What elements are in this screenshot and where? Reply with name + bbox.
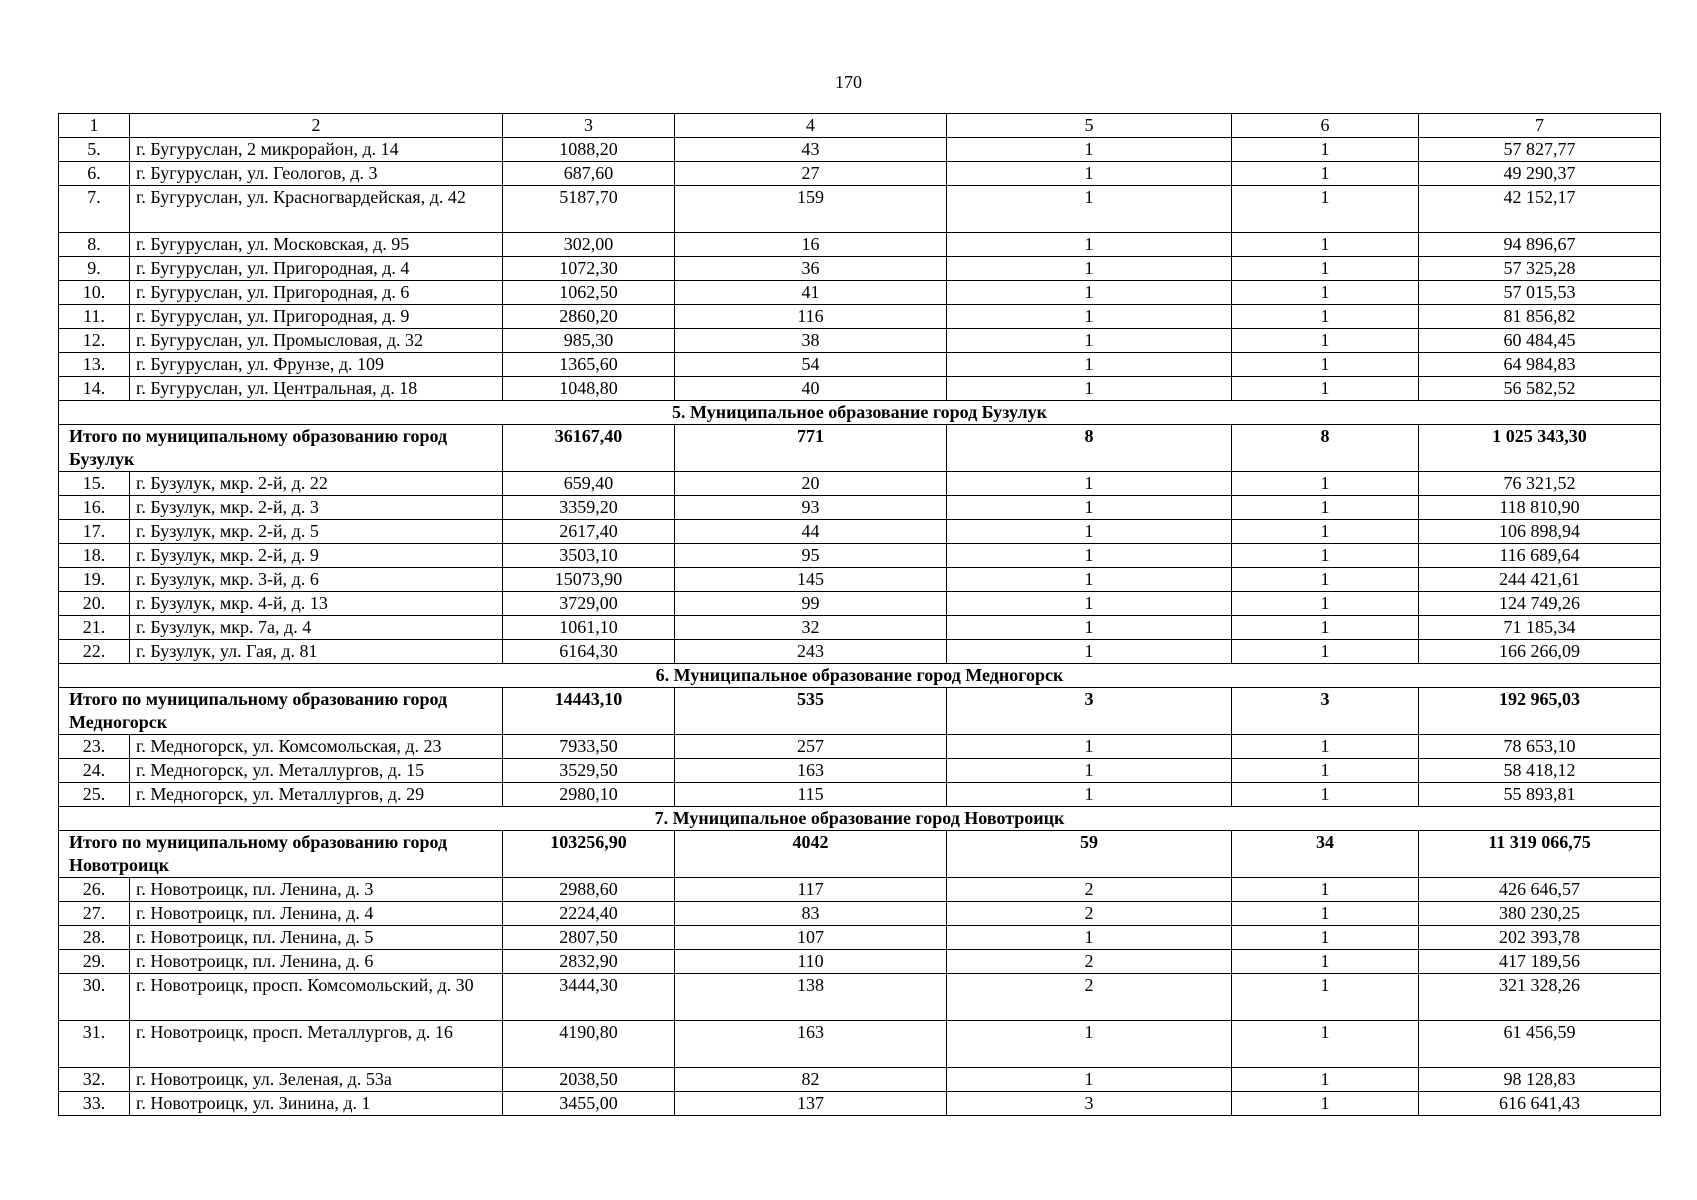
address-cell: г. Бузулук, мкр. 2-й, д. 9: [130, 544, 503, 568]
count-6-cell: 1: [1232, 592, 1419, 616]
total-count-5: 3: [947, 688, 1232, 735]
row-number-cell: 21.: [59, 616, 130, 640]
table-row: [59, 544, 1661, 568]
area-cell: 2860,20: [503, 305, 675, 329]
count-5-cell: 2: [947, 974, 1232, 1021]
residents-cell: 93: [675, 496, 947, 520]
amount-cell: 71 185,34: [1419, 616, 1661, 640]
count-6-cell: 1: [1232, 1068, 1419, 1092]
amount-cell: 56 582,52: [1419, 377, 1661, 401]
table-row: [59, 950, 1661, 974]
data-table: [58, 113, 1661, 1116]
residents-cell: 27: [675, 162, 947, 186]
count-5-cell: 1: [947, 305, 1232, 329]
total-label: Итого по муниципальному образованию город Бузулук: [59, 425, 503, 472]
residents-cell: 99: [675, 592, 947, 616]
amount-cell: 57 015,53: [1419, 281, 1661, 305]
residents-cell: 20: [675, 472, 947, 496]
table-row: [59, 472, 1661, 496]
amount-cell: 417 189,56: [1419, 950, 1661, 974]
address-cell: г. Бузулук, мкр. 2-й, д. 3: [130, 496, 503, 520]
count-6-cell: 1: [1232, 257, 1419, 281]
count-6-cell: 1: [1232, 878, 1419, 902]
residents-cell: 44: [675, 520, 947, 544]
count-6-cell: 1: [1232, 472, 1419, 496]
amount-cell: 124 749,26: [1419, 592, 1661, 616]
table-row: [59, 233, 1661, 257]
count-5-cell: 1: [947, 544, 1232, 568]
amount-cell: 57 827,77: [1419, 138, 1661, 162]
area-cell: 1048,80: [503, 377, 675, 401]
address-cell: г. Новотроицк, пл. Ленина, д. 5: [130, 926, 503, 950]
address-cell: г. Медногорск, ул. Металлургов, д. 15: [130, 759, 503, 783]
address-cell: г. Бугуруслан, ул. Пригородная, д. 4: [130, 257, 503, 281]
address-cell: г. Бугуруслан, ул. Московская, д. 95: [130, 233, 503, 257]
amount-cell: 57 325,28: [1419, 257, 1661, 281]
count-6-cell: 1: [1232, 520, 1419, 544]
address-cell: г. Бузулук, мкр. 2-й, д. 5: [130, 520, 503, 544]
header-cell: 6: [1232, 114, 1419, 138]
row-number-cell: 8.: [59, 233, 130, 257]
header-cell: 1: [59, 114, 130, 138]
row-number-cell: 25.: [59, 783, 130, 807]
count-6-cell: 1: [1232, 353, 1419, 377]
address-cell: г. Бузулук, мкр. 7а, д. 4: [130, 616, 503, 640]
address-cell: г. Бугуруслан, ул. Промысловая, д. 32: [130, 329, 503, 353]
count-5-cell: 1: [947, 472, 1232, 496]
table-row: [59, 377, 1661, 401]
table-row: [59, 783, 1661, 807]
total-count-6: 8: [1232, 425, 1419, 472]
amount-cell: 55 893,81: [1419, 783, 1661, 807]
residents-cell: 83: [675, 902, 947, 926]
area-cell: 1365,60: [503, 353, 675, 377]
total-label: Итого по муниципальному образованию город Медногорск: [59, 688, 503, 735]
address-cell: г. Бугуруслан, ул. Центральная, д. 18: [130, 377, 503, 401]
count-6-cell: 1: [1232, 759, 1419, 783]
count-6-cell: 1: [1232, 162, 1419, 186]
table-row: [59, 1068, 1661, 1092]
area-cell: 1088,20: [503, 138, 675, 162]
amount-cell: 321 328,26: [1419, 974, 1661, 1021]
row-number-cell: 30.: [59, 974, 130, 1021]
count-5-cell: 3: [947, 1092, 1232, 1116]
count-5-cell: 2: [947, 950, 1232, 974]
count-5-cell: 1: [947, 568, 1232, 592]
count-5-cell: 1: [947, 520, 1232, 544]
residents-cell: 138: [675, 974, 947, 1021]
row-number-cell: 24.: [59, 759, 130, 783]
row-number-cell: 28.: [59, 926, 130, 950]
residents-cell: 257: [675, 735, 947, 759]
amount-cell: 380 230,25: [1419, 902, 1661, 926]
address-cell: г. Новотроицк, пл. Ленина, д. 6: [130, 950, 503, 974]
header-cell: 5: [947, 114, 1232, 138]
table-row: [59, 353, 1661, 377]
count-5-cell: 1: [947, 759, 1232, 783]
row-number-cell: 29.: [59, 950, 130, 974]
amount-cell: 58 418,12: [1419, 759, 1661, 783]
table-row: [59, 640, 1661, 664]
row-number-cell: 31.: [59, 1021, 130, 1068]
amount-cell: 116 689,64: [1419, 544, 1661, 568]
count-5-cell: 1: [947, 257, 1232, 281]
count-5-cell: 1: [947, 1068, 1232, 1092]
count-5-cell: 1: [947, 353, 1232, 377]
header-row: [59, 114, 1661, 138]
count-5-cell: 2: [947, 902, 1232, 926]
amount-cell: 64 984,83: [1419, 353, 1661, 377]
row-number-cell: 11.: [59, 305, 130, 329]
count-6-cell: 1: [1232, 950, 1419, 974]
address-cell: г. Бугуруслан, ул. Фрунзе, д. 109: [130, 353, 503, 377]
residents-cell: 163: [675, 1021, 947, 1068]
section-header-row: [59, 807, 1661, 831]
section-title: 5. Муниципальное образование город Бузулук: [59, 401, 1661, 425]
row-number-cell: 20.: [59, 592, 130, 616]
area-cell: 2038,50: [503, 1068, 675, 1092]
table-row: [59, 138, 1661, 162]
area-cell: 985,30: [503, 329, 675, 353]
table-body: [59, 114, 1661, 1116]
table-row: [59, 1021, 1661, 1068]
count-6-cell: 1: [1232, 926, 1419, 950]
residents-cell: 243: [675, 640, 947, 664]
table-row: [59, 520, 1661, 544]
count-5-cell: 1: [947, 735, 1232, 759]
total-count-6: 3: [1232, 688, 1419, 735]
residents-cell: 16: [675, 233, 947, 257]
area-cell: 2988,60: [503, 878, 675, 902]
table-row: [59, 902, 1661, 926]
row-number-cell: 16.: [59, 496, 130, 520]
address-cell: г. Новотроицк, пл. Ленина, д. 4: [130, 902, 503, 926]
residents-cell: 110: [675, 950, 947, 974]
total-area: 14443,10: [503, 688, 675, 735]
amount-cell: 616 641,43: [1419, 1092, 1661, 1116]
table-row: [59, 257, 1661, 281]
area-cell: 1062,50: [503, 281, 675, 305]
area-cell: 7933,50: [503, 735, 675, 759]
count-5-cell: 2: [947, 878, 1232, 902]
address-cell: г. Медногорск, ул. Комсомольская, д. 23: [130, 735, 503, 759]
amount-cell: 81 856,82: [1419, 305, 1661, 329]
total-count-5: 59: [947, 831, 1232, 878]
table-row: [59, 568, 1661, 592]
address-cell: г. Бузулук, мкр. 4-й, д. 13: [130, 592, 503, 616]
total-amount: 11 319 066,75: [1419, 831, 1661, 878]
row-number-cell: 22.: [59, 640, 130, 664]
count-5-cell: 1: [947, 496, 1232, 520]
count-5-cell: 1: [947, 377, 1232, 401]
count-6-cell: 1: [1232, 1092, 1419, 1116]
total-row: [59, 831, 1661, 878]
residents-cell: 159: [675, 186, 947, 233]
total-count-5: 8: [947, 425, 1232, 472]
row-number-cell: 12.: [59, 329, 130, 353]
count-5-cell: 1: [947, 1021, 1232, 1068]
total-count-6: 34: [1232, 831, 1419, 878]
count-5-cell: 1: [947, 186, 1232, 233]
count-5-cell: 1: [947, 640, 1232, 664]
table-row: [59, 616, 1661, 640]
total-residents: 535: [675, 688, 947, 735]
row-number-cell: 33.: [59, 1092, 130, 1116]
count-5-cell: 1: [947, 281, 1232, 305]
total-area: 36167,40: [503, 425, 675, 472]
residents-cell: 163: [675, 759, 947, 783]
area-cell: 3455,00: [503, 1092, 675, 1116]
area-cell: 15073,90: [503, 568, 675, 592]
row-number-cell: 19.: [59, 568, 130, 592]
count-6-cell: 1: [1232, 329, 1419, 353]
area-cell: 1061,10: [503, 616, 675, 640]
amount-cell: 60 484,45: [1419, 329, 1661, 353]
table-row: [59, 186, 1661, 233]
residents-cell: 54: [675, 353, 947, 377]
section-header-row: [59, 664, 1661, 688]
area-cell: 1072,30: [503, 257, 675, 281]
amount-cell: 49 290,37: [1419, 162, 1661, 186]
area-cell: 3729,00: [503, 592, 675, 616]
table-row: [59, 735, 1661, 759]
residents-cell: 82: [675, 1068, 947, 1092]
total-row: [59, 425, 1661, 472]
count-6-cell: 1: [1232, 233, 1419, 257]
residents-cell: 137: [675, 1092, 947, 1116]
total-row: [59, 688, 1661, 735]
address-cell: г. Бугуруслан, ул. Пригородная, д. 9: [130, 305, 503, 329]
area-cell: 2980,10: [503, 783, 675, 807]
count-6-cell: 1: [1232, 735, 1419, 759]
count-5-cell: 1: [947, 233, 1232, 257]
count-6-cell: 1: [1232, 616, 1419, 640]
count-6-cell: 1: [1232, 544, 1419, 568]
residents-cell: 107: [675, 926, 947, 950]
address-cell: г. Медногорск, ул. Металлургов, д. 29: [130, 783, 503, 807]
count-5-cell: 1: [947, 329, 1232, 353]
count-6-cell: 1: [1232, 902, 1419, 926]
address-cell: г. Бугуруслан, ул. Геологов, д. 3: [130, 162, 503, 186]
area-cell: 2617,40: [503, 520, 675, 544]
table-row: [59, 974, 1661, 1021]
row-number-cell: 26.: [59, 878, 130, 902]
total-label: Итого по муниципальному образованию город Новотроицк: [59, 831, 503, 878]
count-6-cell: 1: [1232, 568, 1419, 592]
section-header-row: [59, 401, 1661, 425]
amount-cell: 244 421,61: [1419, 568, 1661, 592]
row-number-cell: 18.: [59, 544, 130, 568]
area-cell: 4190,80: [503, 1021, 675, 1068]
residents-cell: 32: [675, 616, 947, 640]
amount-cell: 94 896,67: [1419, 233, 1661, 257]
address-cell: г. Новотроицк, просп. Комсомольский, д. 30: [130, 974, 503, 1021]
header-cell: 7: [1419, 114, 1661, 138]
area-cell: 2832,90: [503, 950, 675, 974]
amount-cell: 118 810,90: [1419, 496, 1661, 520]
area-cell: 687,60: [503, 162, 675, 186]
residents-cell: 145: [675, 568, 947, 592]
amount-cell: 61 456,59: [1419, 1021, 1661, 1068]
address-cell: г. Бузулук, ул. Гая, д. 81: [130, 640, 503, 664]
amount-cell: 202 393,78: [1419, 926, 1661, 950]
count-5-cell: 1: [947, 592, 1232, 616]
count-6-cell: 1: [1232, 640, 1419, 664]
area-cell: 2807,50: [503, 926, 675, 950]
address-cell: г. Бугуруслан, ул. Пригородная, д. 6: [130, 281, 503, 305]
count-6-cell: 1: [1232, 186, 1419, 233]
count-6-cell: 1: [1232, 377, 1419, 401]
row-number-cell: 32.: [59, 1068, 130, 1092]
count-6-cell: 1: [1232, 496, 1419, 520]
table-row: [59, 759, 1661, 783]
table-row: [59, 926, 1661, 950]
table-row: [59, 496, 1661, 520]
total-amount: 192 965,03: [1419, 688, 1661, 735]
address-cell: г. Новотроицк, пл. Ленина, д. 3: [130, 878, 503, 902]
amount-cell: 78 653,10: [1419, 735, 1661, 759]
amount-cell: 106 898,94: [1419, 520, 1661, 544]
residents-cell: 43: [675, 138, 947, 162]
count-5-cell: 1: [947, 616, 1232, 640]
table-row: [59, 1092, 1661, 1116]
row-number-cell: 14.: [59, 377, 130, 401]
area-cell: 302,00: [503, 233, 675, 257]
address-cell: г. Бузулук, мкр. 3-й, д. 6: [130, 568, 503, 592]
area-cell: 659,40: [503, 472, 675, 496]
area-cell: 3503,10: [503, 544, 675, 568]
residents-cell: 95: [675, 544, 947, 568]
table-row: [59, 281, 1661, 305]
total-area: 103256,90: [503, 831, 675, 878]
residents-cell: 115: [675, 783, 947, 807]
area-cell: 2224,40: [503, 902, 675, 926]
row-number-cell: 23.: [59, 735, 130, 759]
row-number-cell: 15.: [59, 472, 130, 496]
section-title: 7. Муниципальное образование город Новотроицк: [59, 807, 1661, 831]
total-amount: 1 025 343,30: [1419, 425, 1661, 472]
address-cell: г. Новотроицк, просп. Металлургов, д. 16: [130, 1021, 503, 1068]
amount-cell: 98 128,83: [1419, 1068, 1661, 1092]
amount-cell: 166 266,09: [1419, 640, 1661, 664]
amount-cell: 76 321,52: [1419, 472, 1661, 496]
table-row: [59, 162, 1661, 186]
address-cell: г. Бугуруслан, 2 микрорайон, д. 14: [130, 138, 503, 162]
row-number-cell: 17.: [59, 520, 130, 544]
count-6-cell: 1: [1232, 138, 1419, 162]
header-cell: 4: [675, 114, 947, 138]
address-cell: г. Бугуруслан, ул. Красногвардейская, д. 42: [130, 186, 503, 233]
address-cell: г. Новотроицк, ул. Зеленая, д. 53а: [130, 1068, 503, 1092]
table-row: [59, 305, 1661, 329]
count-5-cell: 1: [947, 138, 1232, 162]
residents-cell: 38: [675, 329, 947, 353]
row-number-cell: 6.: [59, 162, 130, 186]
row-number-cell: 27.: [59, 902, 130, 926]
header-cell: 2: [130, 114, 503, 138]
area-cell: 3444,30: [503, 974, 675, 1021]
count-6-cell: 1: [1232, 305, 1419, 329]
total-residents: 771: [675, 425, 947, 472]
residents-cell: 40: [675, 377, 947, 401]
page-number: 170: [835, 72, 862, 92]
count-6-cell: 1: [1232, 783, 1419, 807]
row-number-cell: 9.: [59, 257, 130, 281]
row-number-cell: 13.: [59, 353, 130, 377]
area-cell: 3529,50: [503, 759, 675, 783]
count-5-cell: 1: [947, 783, 1232, 807]
residents-cell: 36: [675, 257, 947, 281]
area-cell: 5187,70: [503, 186, 675, 233]
header-cell: 3: [503, 114, 675, 138]
count-6-cell: 1: [1232, 974, 1419, 1021]
count-5-cell: 1: [947, 926, 1232, 950]
residents-cell: 41: [675, 281, 947, 305]
amount-cell: 42 152,17: [1419, 186, 1661, 233]
table-row: [59, 329, 1661, 353]
section-title: 6. Муниципальное образование город Медногорск: [59, 664, 1661, 688]
address-cell: г. Бузулук, мкр. 2-й, д. 22: [130, 472, 503, 496]
amount-cell: 426 646,57: [1419, 878, 1661, 902]
residents-cell: 117: [675, 878, 947, 902]
residents-cell: 116: [675, 305, 947, 329]
area-cell: 3359,20: [503, 496, 675, 520]
address-cell: г. Новотроицк, ул. Зинина, д. 1: [130, 1092, 503, 1116]
table-row: [59, 878, 1661, 902]
total-residents: 4042: [675, 831, 947, 878]
count-6-cell: 1: [1232, 281, 1419, 305]
row-number-cell: 10.: [59, 281, 130, 305]
table-row: [59, 592, 1661, 616]
count-6-cell: 1: [1232, 1021, 1419, 1068]
row-number-cell: 5.: [59, 138, 130, 162]
row-number-cell: 7.: [59, 186, 130, 233]
count-5-cell: 1: [947, 162, 1232, 186]
area-cell: 6164,30: [503, 640, 675, 664]
